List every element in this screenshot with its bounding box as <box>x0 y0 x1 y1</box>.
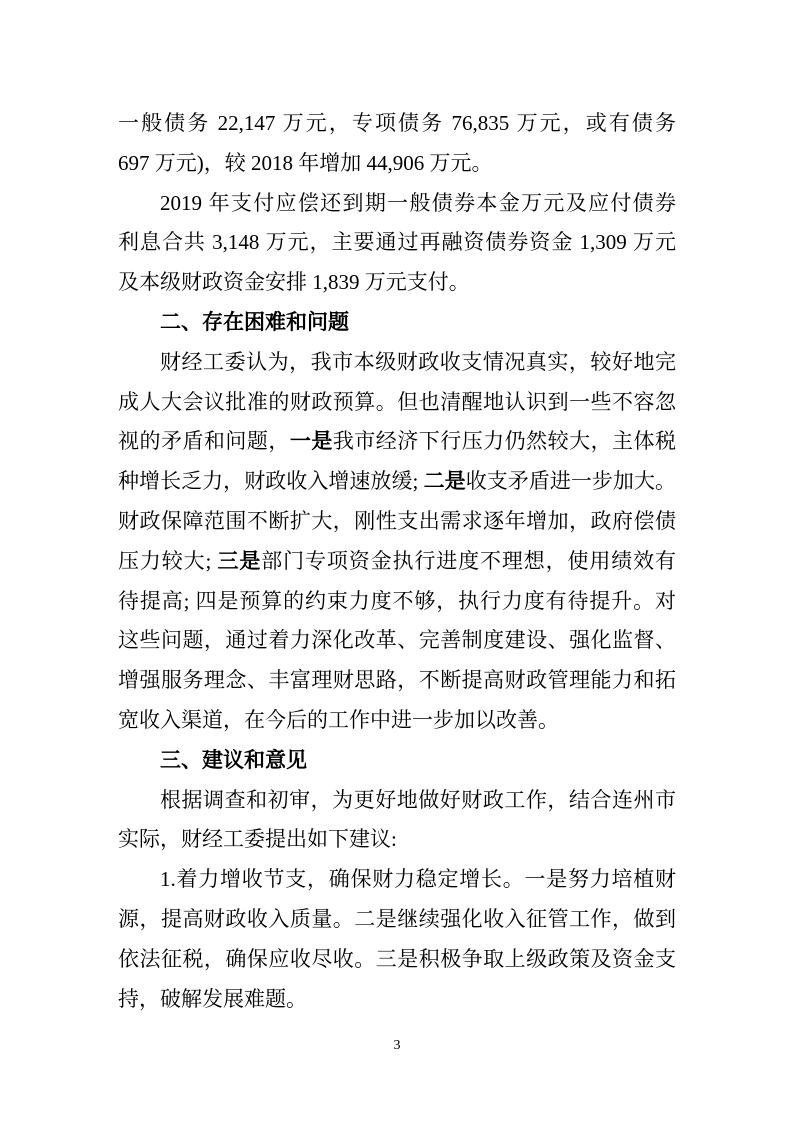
text-run: 增强服务理念、丰富理财思路，不断提高财政管理能力和拓 <box>118 668 676 693</box>
text-line <box>118 542 676 582</box>
bold-text-run: 三是 <box>217 549 262 573</box>
text-line <box>118 860 676 900</box>
text-line <box>118 422 676 462</box>
text-line <box>118 104 676 144</box>
text-line <box>118 781 676 821</box>
heading-line <box>118 303 676 343</box>
bold-text-run: 二、存在困难和问题 <box>160 310 349 334</box>
text-line <box>118 582 676 622</box>
text-line <box>118 144 676 184</box>
bold-text-run: 二是 <box>423 470 466 494</box>
text-run: 持，破解发展难题。 <box>118 986 307 1011</box>
text-line <box>118 462 676 502</box>
text-line <box>118 820 676 860</box>
text-run: 成人大会议批准的财政预算。但也清醒地认识到一些不容忽 <box>118 389 676 414</box>
text-run: 根据调查和初审，为更好地做好财政工作，结合连州市 <box>160 787 676 812</box>
text-run: 及本级财政资金安排 1,839 万元支付。 <box>118 270 470 295</box>
document-body <box>118 104 676 1019</box>
heading-line <box>118 741 676 781</box>
text-line <box>118 263 676 303</box>
text-run: 部门专项资金执行进度不理想，使用绩效有 <box>261 548 677 573</box>
text-run: 视的矛盾和问题， <box>118 429 290 454</box>
text-run: 依法征税，确保应收尽收。三是积极争取上级政策及资金支 <box>118 946 676 971</box>
text-run: 2019 年支付应偿还到期一般债券本金万元及应付债券 <box>160 190 676 215</box>
text-run: 财经工委认为，我市本级财政收支情况真实，较好地完 <box>160 349 676 374</box>
text-run: 种增长乏力，财政收入增速放缓; <box>118 469 424 494</box>
text-line <box>118 900 676 940</box>
text-run: 1.着力增收节支，确保财力稳定增长。一是努力培植财 <box>160 867 676 892</box>
text-line <box>118 223 676 263</box>
text-line <box>118 980 676 1020</box>
text-line <box>118 940 676 980</box>
bold-text-run: 三、建议和意见 <box>160 748 307 772</box>
bold-text-run: 一是 <box>289 430 333 454</box>
text-line <box>118 621 676 661</box>
text-run: 压力较大; <box>118 548 218 573</box>
text-line <box>118 502 676 542</box>
text-line <box>118 661 676 701</box>
text-run: 利息合共 3,148 万元，主要通过再融资债券资金 1,309 万元 <box>118 230 676 255</box>
text-run: 我市经济下行压力仍然较大，主体税 <box>332 429 677 454</box>
text-run: 待提高; 四是预算的约束力度不够，执行力度有待提升。对 <box>118 588 676 613</box>
text-run: 源，提高财政收入质量。二是继续强化收入征管工作，做到 <box>118 906 676 931</box>
text-line <box>118 343 676 383</box>
text-line <box>118 184 676 224</box>
text-run: 宽收入渠道，在今后的工作中进一步加以改善。 <box>118 707 559 732</box>
page-number: 3 <box>393 1038 401 1053</box>
text-line <box>118 383 676 423</box>
text-run: 这些问题，通过着力深化改革、完善制度建设、强化监督、 <box>118 628 676 653</box>
text-run: 收支矛盾进一步加大。 <box>465 469 677 494</box>
text-line <box>118 701 676 741</box>
text-run: 实际，财经工委提出如下建议: <box>118 827 397 852</box>
text-run: 财政保障范围不断扩大，刚性支出需求逐年增加，政府偿债 <box>118 508 676 533</box>
text-run: 697 万元)，较 2018 年增加 44,906 万元。 <box>118 150 493 175</box>
text-run: 一般债务 22,147 万元，专项债务 76,835 万元，或有债务 <box>118 111 676 135</box>
